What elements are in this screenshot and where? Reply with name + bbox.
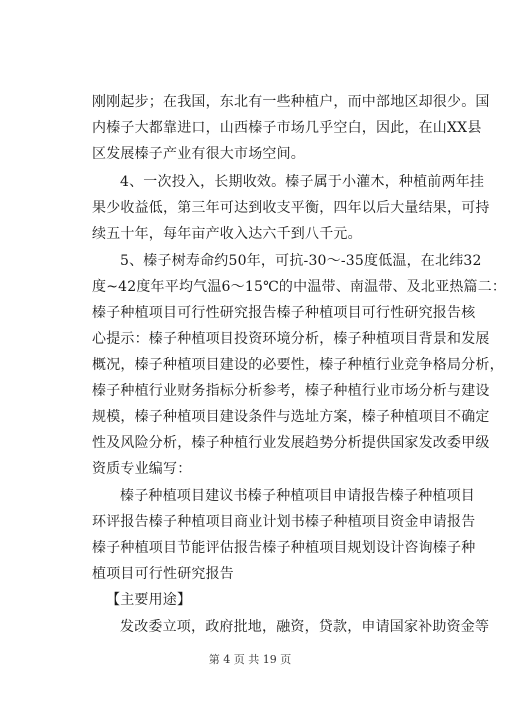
text-line: 度~42度年平均气温6～15℃的中温带、南温带、及北亚热篇二： xyxy=(92,279,506,295)
text-line: 榛子种植项目可行性研究报告榛子种植项目可行性研究报告核 xyxy=(92,305,476,321)
text-line: 4、一次投入，长期收效。榛子属于小灌木，种植前两年挂 xyxy=(120,174,485,190)
text-line: 榛子种植项目节能评估报告榛子种植项目规划设计咨询榛子种 xyxy=(92,540,476,556)
text-line: 性及风险分析，榛子种植行业发展趋势分析提供国家发改委甲级 xyxy=(92,435,490,451)
text-line: 续五十年，每年亩产收入达六千到八千元。 xyxy=(92,226,362,242)
text-line: 5、榛子树寿命约50年，可抗-30～-35度低温，在北纬32 xyxy=(120,253,482,269)
page-number-footer: 第 4 页 共 19 页 xyxy=(208,653,292,666)
text-line: 刚刚起步；在我国，东北有一些种植户，而中部地区却很少。国 xyxy=(92,94,490,110)
text-line: 规模，榛子种植项目建设条件与选址方案，榛子种植项目不确定 xyxy=(92,409,490,425)
text-line: 心提示：榛子种植项目投资环境分析，榛子种植项目背景和发展 xyxy=(92,331,490,347)
text-line: 概况，榛子种植项目建设的必要性，榛子种植行业竞争格局分析， xyxy=(92,357,504,373)
text-line: 发改委立项，政府批地，融资，贷款，申请国家补助资金等 xyxy=(120,619,490,635)
text-line: 果少收益低，第三年可达到收支平衡，四年以后大量结果，可持 xyxy=(92,200,490,216)
text-line: 区发展榛子产业有很大市场空间。 xyxy=(92,146,305,162)
text-line: 资质专业编写： xyxy=(92,461,192,477)
text-line: 榛子种植行业财务指标分析参考，榛子种植行业市场分析与建设 xyxy=(92,383,490,399)
text-line: 植项目可行性研究报告 xyxy=(92,566,234,582)
text-line: 内榛子大都靠进口，山西榛子市场几乎空白，因此，在山XX县 xyxy=(92,120,482,136)
text-line: 环评报告榛子种植项目商业计划书榛子种植项目资金申请报告 xyxy=(92,514,476,530)
section-heading: 【主要用途】 xyxy=(106,592,192,608)
text-line: 榛子种植项目建议书榛子种植项目申请报告榛子种植项目 xyxy=(120,488,475,504)
